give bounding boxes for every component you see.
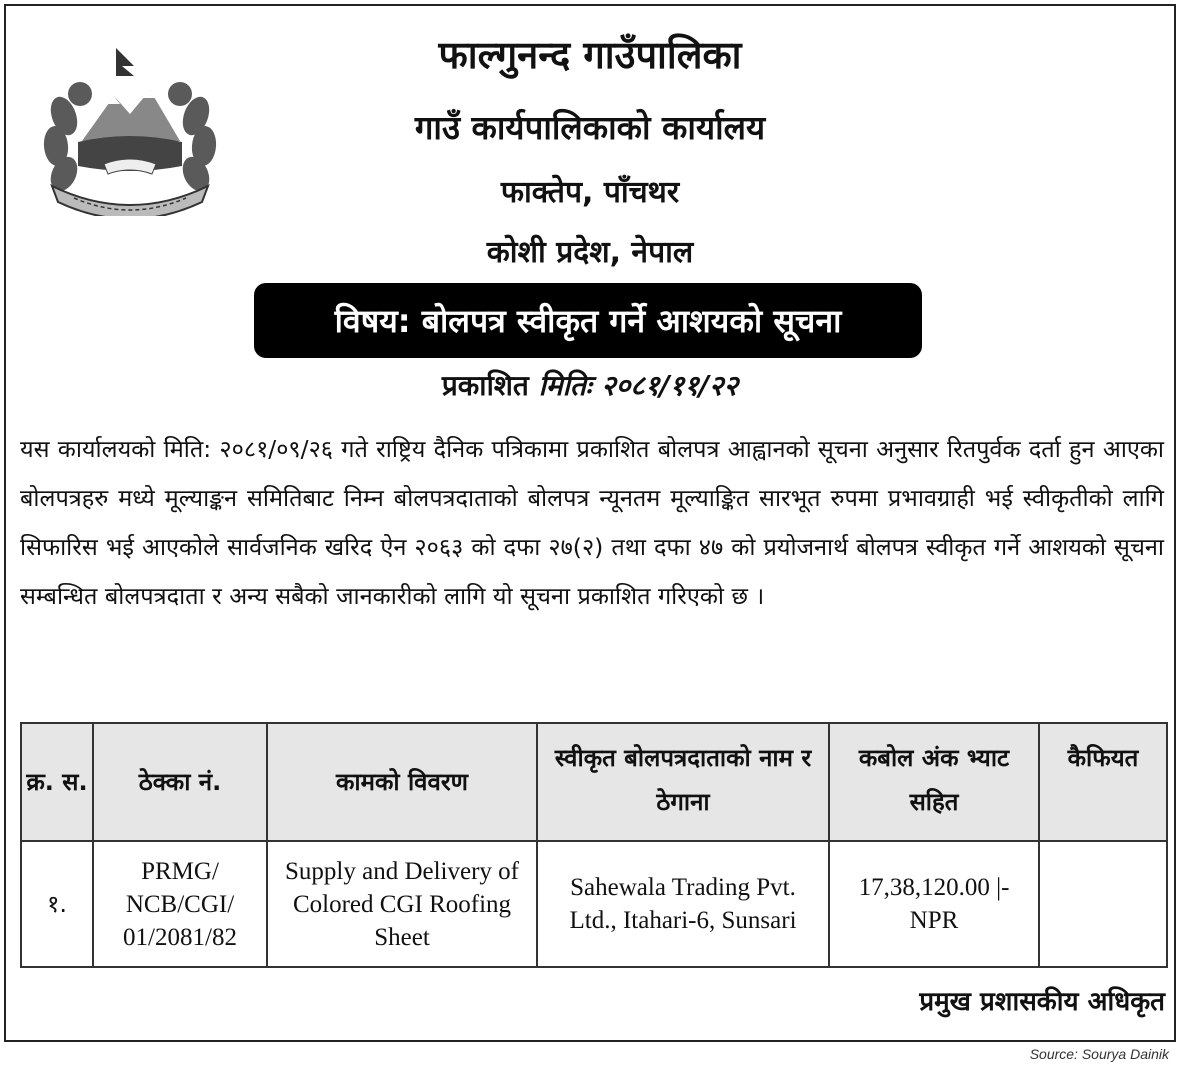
source-credit: Source: Sourya Dainik [1029, 1046, 1169, 1062]
cell-remarks [1039, 841, 1167, 967]
nepal-government-emblem-icon [34, 46, 226, 216]
office-province: कोशी प्रदेश, नेपाल [486, 235, 694, 270]
office-name: फाल्गुनन्द गाउँपालिका [438, 33, 742, 77]
cell-sn: १. [21, 841, 93, 967]
cell-contract-no: PRMG/ NCB/CGI/ 01/2081/82 [93, 841, 267, 967]
cell-bid-amount: 17,38,120.00 |- NPR [829, 841, 1039, 967]
cell-bidder: Sahewala Trading Pvt. Ltd., Itahari-6, Sunsari [537, 841, 829, 967]
header-bidder: स्वीकृत बोलपत्रदाताको नाम र ठेगाना [537, 723, 829, 841]
award-table [20, 722, 1168, 968]
office-location: फाक्तेप, पाँचथर [500, 175, 680, 210]
published-line [250, 366, 930, 404]
published-date: मितिः २०८१/११/२२ [538, 369, 739, 402]
header-remarks: कैफियत [1039, 723, 1167, 841]
table-row [21, 841, 1167, 967]
signatory-title: प्रमुख प्रशासकीय अधिकृत [919, 987, 1165, 1017]
cell-work-description: Supply and Delivery of Colored CGI Roofing Sheet [267, 841, 537, 967]
header-work-description: कामको विवरण [267, 723, 537, 841]
header-bid-amount: कबोल अंक भ्याट सहित [829, 723, 1039, 841]
header-contract-no: ठेक्का नं. [93, 723, 267, 841]
office-type: गाउँ कार्यपालिकाको कार्यालय [414, 108, 766, 147]
table-header-row [21, 723, 1167, 841]
notice-body: यस कार्यालयको मिति: २०८१/०९/२६ गते राष्ट्रिय दैनिक पत्रिकामा प्रकाशित बोलपत्र आह्वानको सूचना अनुसार रितपुर्वक दर्ता हुन आएका बोलपत्रहरु मध्ये मूल्याङ्कन समितिबाट निम्न बोलपत्रदाताको बोलपत्र न्यूनतम मूल्याङ्कित सारभूत रुपमा प्रभावग्राही भई स्वीकृतीको लागि सिफारिस भई आएकोले सार्वजनिक खरिद ऐन २०६३ को दफा २७(२) तथा दफा ४७ को प्रयोजनार्थ बोलपत्र स्वीकृत गर्ने आशयको सूचना सम्बन्धित बोलपत्रदाता र अन्य सबैको जानकारीको लागि यो सूचना प्रकाशित गरिएको छ । [20, 435, 1164, 610]
header-sn: क्र. स. [21, 723, 93, 841]
notice-subject: विषय: बोलपत्र स्वीकृत गर्ने आशयको सूचना [254, 283, 922, 358]
published-label: प्रकाशित [441, 369, 529, 402]
